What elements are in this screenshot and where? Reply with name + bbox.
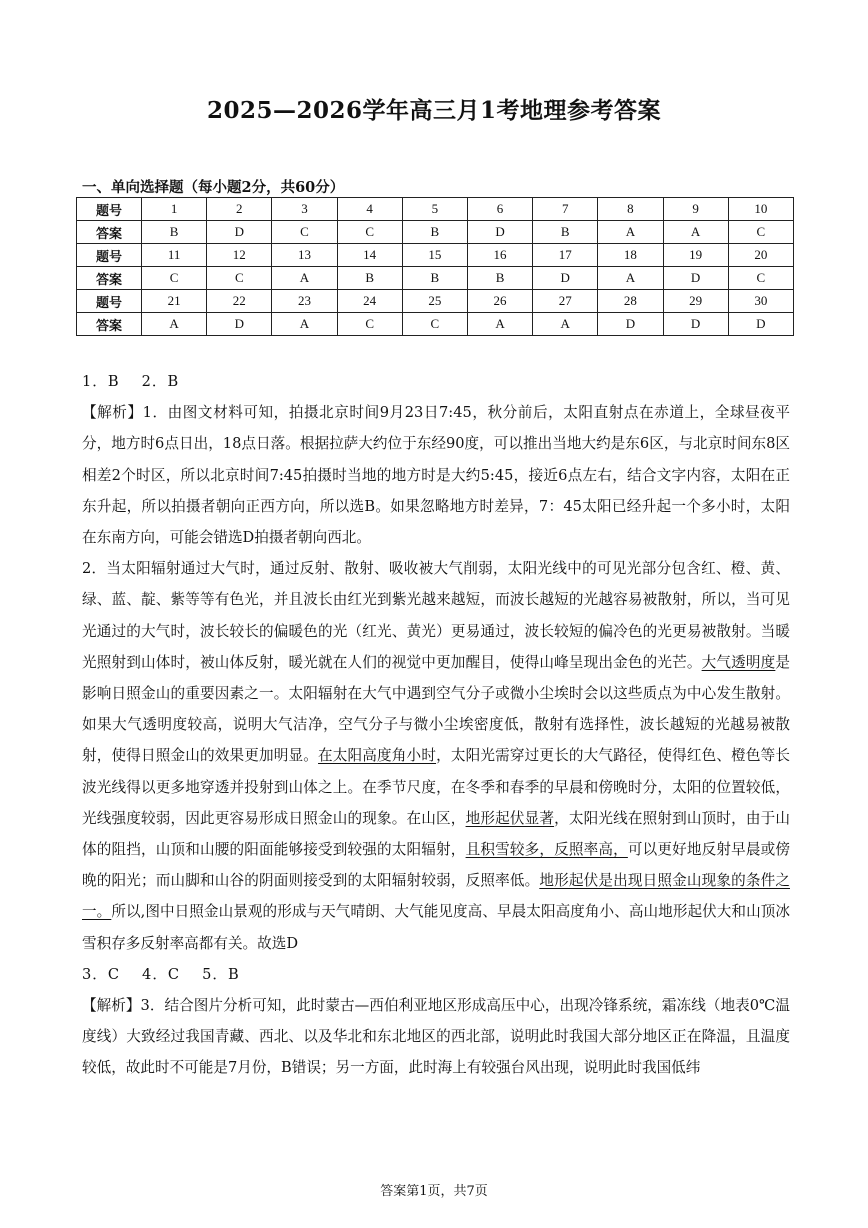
question-number-cell: 11 xyxy=(142,244,207,267)
question-number-cell: 19 xyxy=(663,244,728,267)
answer-cell: C xyxy=(272,221,337,244)
question-numbers-1-2 xyxy=(82,366,790,397)
answer-cell: D xyxy=(728,313,793,336)
explanation-paragraph xyxy=(82,553,790,959)
explanation-paragraph: 【解析】3．结合图片分析可知，此时蒙古—西伯利亚地区形成高压中心，出现冷锋系统，霜冻线（地表0℃温度线）大致经过我国青藏、西北、以及华北和东北地区的西北部，说明此时我国大部分地区正在降温，且温度较低，故此时不可能是7月份，B错误；另一方面，此时海上有较强台风出现，说明此时我国低纬 xyxy=(82,997,790,1077)
text-run: 是影响日照金山的重要因素之一。太阳辐射在大气中遇到空气分子或微小尘埃时会以这些质点为中心发生散射。如果大气透明度较高，说明大气洁净，空气分子与微小尘埃密度低，散射有选择性，波长越短的光越易被散射，使得日照金山的效果更加明显。 xyxy=(82,653,790,765)
table-row-question-numbers xyxy=(77,244,794,267)
answer-cell: A xyxy=(533,313,598,336)
text-run: ，太阳光需穿过更长的大气路径，使得红色、橙色等长波光线得以更多地穿透并投射到山体之上。在季节尺度，在冬季和春季的早晨和傍晚时分，太阳的位置较低，光线强度较弱，因此更容易形成日照金山的现象。在山区， xyxy=(82,747,790,827)
question-number-cell: 20 xyxy=(728,244,793,267)
question-number-cell: 24 xyxy=(337,290,402,313)
question-number-cell: 28 xyxy=(598,290,663,313)
question-number-cell: 26 xyxy=(467,290,532,313)
question-number-cell: 4 xyxy=(337,198,402,221)
answer-label: 3．C xyxy=(82,965,121,983)
answer-cell: B xyxy=(337,267,402,290)
answer-label: 4．C xyxy=(142,965,181,983)
question-number-cell: 25 xyxy=(402,290,467,313)
question-number-cell: 29 xyxy=(663,290,728,313)
table-row-question-numbers xyxy=(77,290,794,313)
answer-cell: A xyxy=(598,221,663,244)
answer-cell: B xyxy=(533,221,598,244)
underlined-text: 在太阳高度角小时 xyxy=(318,747,437,765)
table-row-question-numbers xyxy=(77,198,794,221)
question-number-cell: 18 xyxy=(598,244,663,267)
answer-cell: C xyxy=(142,267,207,290)
answer-cell: A xyxy=(272,313,337,336)
table-row-answers xyxy=(77,221,794,244)
answer-cell: C xyxy=(728,267,793,290)
section-heading: 一、单向选择题（每小题2分，共60分） xyxy=(82,179,345,196)
text-run: 2．当太阳辐射通过大气时，通过反射、散射、吸收被大气削弱，太阳光线中的可见光部分包含红、橙、黄、绿、蓝、靛、紫等等有色光，并且波长由红光到紫光越来越短，而波长越短的光越容易被散射，所以，当可见光通过的大气时，波长较长的偏暖色的光（红光、黄光）更易通过，波长较短的偏冷色的光更易被散射。当暖光照射到山体时，被山体反射，暖光就在人们的视觉中更加醒目，使得山峰呈现出金色的光芒。 xyxy=(82,560,790,671)
answer-label: 2．B xyxy=(141,373,180,390)
answer-cell: B xyxy=(142,221,207,244)
row-label: 题号 xyxy=(77,244,142,267)
answer-cell: D xyxy=(598,313,663,336)
answer-cell: D xyxy=(663,313,728,336)
answer-label: 5．B xyxy=(202,965,240,983)
question-number-cell: 23 xyxy=(272,290,337,313)
row-label: 答案 xyxy=(77,313,142,336)
question-number-cell: 14 xyxy=(337,244,402,267)
page-title: 2025—2026学年高三月1考地理参考答案 xyxy=(206,97,662,124)
question-number-cell: 21 xyxy=(142,290,207,313)
text-run: 可以更好地反射早晨或傍晚的阳光；而山脚和山谷的阴面则接受到的太阳辐射较弱，反照率低。 xyxy=(82,841,790,890)
question-number-cell: 13 xyxy=(272,244,337,267)
question-number-cell: 7 xyxy=(533,198,598,221)
answer-cell: A xyxy=(663,221,728,244)
question-number-cell: 2 xyxy=(207,198,272,221)
answer-cell: A xyxy=(272,267,337,290)
answer-cell: D xyxy=(533,267,598,290)
question-number-cell: 27 xyxy=(533,290,598,313)
row-label: 题号 xyxy=(77,198,142,221)
answer-cell: D xyxy=(207,313,272,336)
underlined-text: 地形起伏是出现日照金山现象的条件之一。 xyxy=(82,872,790,921)
answer-cell: A xyxy=(142,313,207,336)
answer-cell: B xyxy=(402,221,467,244)
row-label: 答案 xyxy=(77,221,142,244)
answer-table xyxy=(76,197,794,336)
text-run: ，太阳光线在照射到山顶时，由于山体的阻挡，山顶和山腰的阳面能够接受到较强的太阳辐射， xyxy=(82,809,790,859)
answer-cell: B xyxy=(402,267,467,290)
explanation-body xyxy=(82,366,790,1084)
text-run: 所以,图中日照金山景观的形成与天气晴朗、大气能见度高、早晨太阳高度角小、高山地形起伏大和山顶冰雪积存多反射率高都有关。故选D xyxy=(82,903,790,952)
table-row-answers xyxy=(77,267,794,290)
question-number-cell: 3 xyxy=(272,198,337,221)
underlined-text: 且积雪较多，反照率高， xyxy=(465,841,628,859)
question-number-cell: 8 xyxy=(598,198,663,221)
answer-cell: D xyxy=(207,221,272,244)
answer-cell: D xyxy=(663,267,728,290)
question-number-cell: 15 xyxy=(402,244,467,267)
answer-cell: D xyxy=(467,221,532,244)
question-number-cell: 5 xyxy=(402,198,467,221)
row-label: 题号 xyxy=(77,290,142,313)
question-number-cell: 6 xyxy=(467,198,532,221)
question-number-cell: 17 xyxy=(533,244,598,267)
question-number-cell: 9 xyxy=(663,198,728,221)
answer-cell: C xyxy=(402,313,467,336)
answer-cell: B xyxy=(467,267,532,290)
table-row-answers xyxy=(77,313,794,336)
question-number-cell: 1 xyxy=(142,198,207,221)
answer-cell: C xyxy=(337,221,402,244)
question-number-cell: 16 xyxy=(467,244,532,267)
question-number-cell: 10 xyxy=(728,198,793,221)
answer-cell: A xyxy=(598,267,663,290)
answer-cell: C xyxy=(207,267,272,290)
answer-label: 1．B xyxy=(82,373,120,390)
question-numbers-3-5 xyxy=(82,959,790,990)
question-number-cell: 30 xyxy=(728,290,793,313)
page-footer: 答案第1页，共7页 xyxy=(380,1184,488,1199)
explanation-paragraph: 【解析】1．由图文材料可知，拍摄北京时间9月23日7:45，秋分前后，太阳直射点在赤道上，全球昼夜平分，地方时6点日出，18点日落。根据拉萨大约位于东经90度，可以推出当地大约是东6区，与北京时间东8区相差2个时区，所以北京时间7:45拍摄时当地的地方时是大约5:45，接近6点左右，结合文字内容，太阳在正东升起，所以拍摄者朝向正西方向，所以选B。如果忽略地方时差异，7：45太阳已经升起一个多小时，太阳在东南方向，可能会错选D拍摄者朝向西北。 xyxy=(82,404,790,547)
question-number-cell: 22 xyxy=(207,290,272,313)
question-number-cell: 12 xyxy=(207,244,272,267)
underlined-text: 地形起伏显著 xyxy=(465,809,555,827)
underlined-text: 大气透明度 xyxy=(701,653,776,671)
answer-cell: C xyxy=(337,313,402,336)
row-label: 答案 xyxy=(77,267,142,290)
answer-cell: A xyxy=(467,313,532,336)
answer-cell: C xyxy=(728,221,793,244)
